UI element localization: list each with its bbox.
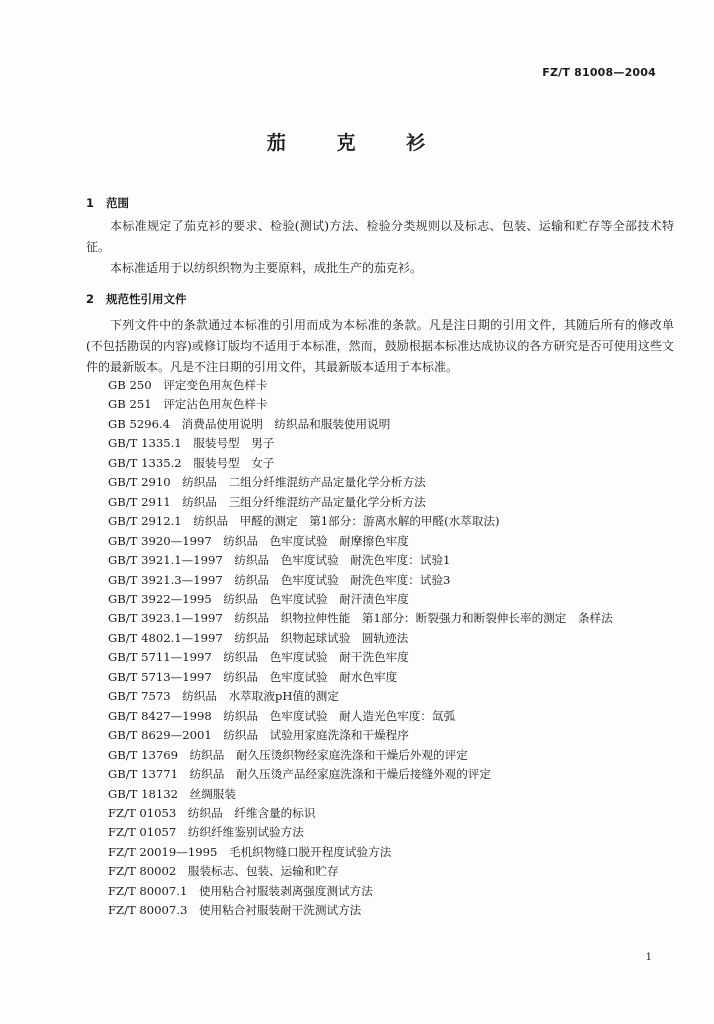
page-number: 1 bbox=[645, 952, 652, 963]
reference-item: GB/T 13769 纺织品 耐久压烫织物经家庭洗涤和干燥后外观的评定 bbox=[108, 747, 468, 762]
reference-item: GB/T 7573 纺织品 水萃取液pH值的测定 bbox=[108, 689, 339, 704]
section-2-number: 2 bbox=[86, 292, 95, 306]
reference-item: GB/T 13771 纺织品 耐久压烫产品经家庭洗涤和干燥后接缝外观的评定 bbox=[108, 767, 492, 782]
reference-item: FZ/T 80002 服装标志、包装、运输和贮存 bbox=[108, 864, 339, 879]
reference-item: GB/T 2911 纺织品 三组分纤维混纺产品定量化学分析方法 bbox=[108, 494, 426, 509]
reference-item: GB/T 18132 丝绸服装 bbox=[108, 786, 236, 801]
section-1-title: 范围 bbox=[106, 196, 129, 210]
reference-item: GB 250 评定变色用灰色样卡 bbox=[108, 378, 268, 392]
reference-item: GB/T 3921.1—1997 纺织品 色牢度试验 耐洗色牢度：试验1 bbox=[108, 553, 451, 568]
section-2-heading bbox=[86, 291, 187, 307]
reference-item: GB/T 3923.1—1997 纺织品 织物拉伸性能 第1部分：断裂强力和断裂伸长率的测定 条样法 bbox=[108, 611, 613, 626]
reference-item: GB/T 2910 纺织品 二组分纤维混纺产品定量化学分析方法 bbox=[108, 475, 426, 490]
reference-item: FZ/T 80007.3 使用粘合衬服装耐干洗测试方法 bbox=[108, 903, 362, 918]
reference-item: GB 5296.4 消费品使用说明 纺织品和服装使用说明 bbox=[108, 416, 391, 431]
scope-paragraph-2: 本标准适用于以纺织织物为主要原料，成批生产的茄克衫。 bbox=[110, 261, 423, 275]
scope-paragraph-1: 本标准规定了茄克衫的要求、检验(测试)方法、检验分类规则以及标志、包装、运输和贮存等全部技术特征。 bbox=[86, 219, 674, 254]
section-2-intro bbox=[86, 315, 674, 378]
section-1-body bbox=[86, 216, 674, 279]
reference-item: FZ/T 20019—1995 毛机织物缝口脱开程度试验方法 bbox=[108, 844, 392, 859]
standard-number: FZ/T 81008—2004 bbox=[542, 66, 656, 79]
normative-references-list bbox=[108, 376, 678, 921]
section-2-title: 规范性引用文件 bbox=[106, 292, 187, 306]
reference-item: GB/T 3920—1997 纺织品 色牢度试验 耐摩擦色牢度 bbox=[108, 533, 409, 548]
reference-item: GB/T 5713—1997 纺织品 色牢度试验 耐水色牢度 bbox=[108, 669, 398, 684]
document-title: 茄 克 衫 bbox=[266, 132, 448, 154]
reference-item: GB/T 3922—1995 纺织品 色牢度试验 耐汗渍色牢度 bbox=[108, 591, 409, 606]
reference-item: GB/T 1335.2 服装号型 女子 bbox=[108, 455, 275, 470]
references-intro-paragraph: 下列文件中的条款通过本标准的引用而成为本标准的条款。凡是注日期的引用文件，其随后所有的修改单(不包括勘误的内容)或修订版均不适用于本标准，然而，鼓励根据本标准达成协议的各方研究是否可使用这些文件的最新版本。凡是不注日期的引用文件，其最新版本适用于本标准。 bbox=[86, 318, 674, 374]
section-1-heading bbox=[86, 195, 129, 211]
reference-item: GB/T 2912.1 纺织品 甲醛的测定 第1部分：游离水解的甲醛(水萃取法) bbox=[108, 514, 500, 529]
reference-item: GB/T 8629—2001 纺织品 试验用家庭洗涤和干燥程序 bbox=[108, 728, 409, 743]
reference-item: GB/T 8427—1998 纺织品 色牢度试验 耐人造光色牢度：氙弧 bbox=[108, 708, 456, 723]
reference-item: GB/T 4802.1—1997 纺织品 织物起球试验 圆轨迹法 bbox=[108, 630, 409, 645]
reference-item: FZ/T 01053 纺织品 纤维含量的标识 bbox=[108, 805, 316, 820]
reference-item: FZ/T 01057 纺织纤维鉴别试验方法 bbox=[108, 825, 304, 840]
reference-item: GB/T 3921.3—1997 纺织品 色牢度试验 耐洗色牢度：试验3 bbox=[108, 572, 451, 587]
reference-item: FZ/T 80007.1 使用粘合衬服装剥离强度测试方法 bbox=[108, 883, 373, 898]
reference-item: GB 251 评定沾色用灰色样卡 bbox=[108, 397, 268, 412]
reference-item: GB/T 1335.1 服装号型 男子 bbox=[108, 436, 275, 451]
section-1-number: 1 bbox=[86, 196, 95, 210]
reference-item: GB/T 5711—1997 纺织品 色牢度试验 耐干洗色牢度 bbox=[108, 650, 409, 665]
